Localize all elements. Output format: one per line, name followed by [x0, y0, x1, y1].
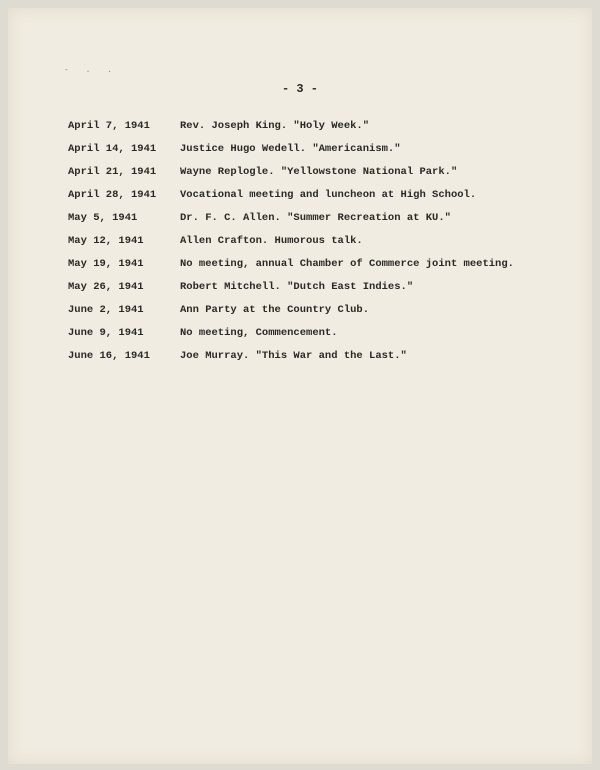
meeting-date: April 14, 1941	[68, 142, 157, 155]
schedule-row	[68, 137, 538, 160]
meeting-program: Vocational meeting and luncheon at High School.	[180, 188, 477, 201]
meeting-date: June 16, 1941	[68, 349, 150, 362]
schedule-row	[68, 229, 538, 252]
schedule-row	[68, 160, 538, 183]
meeting-program: Ann Party at the Country Club.	[180, 303, 370, 316]
meeting-date: April 7, 1941	[68, 119, 150, 132]
meeting-program: Justice Hugo Wedell. "Americanism."	[180, 142, 401, 155]
meeting-program: Robert Mitchell. "Dutch East Indies."	[180, 280, 414, 293]
scan-specks: - . .	[64, 66, 119, 75]
schedule-row	[68, 275, 538, 298]
meeting-date: May 12, 1941	[68, 234, 144, 247]
meeting-date: June 2, 1941	[68, 303, 144, 316]
meeting-program: No meeting, annual Chamber of Commerce joint meeting.	[180, 257, 514, 270]
meeting-program: Joe Murray. "This War and the Last."	[180, 349, 407, 362]
schedule-row	[68, 298, 538, 321]
meeting-schedule	[68, 114, 538, 367]
schedule-row	[68, 114, 538, 137]
schedule-row	[68, 344, 538, 367]
meeting-date: May 19, 1941	[68, 257, 144, 270]
meeting-date: April 21, 1941	[68, 165, 157, 178]
meeting-date: May 26, 1941	[68, 280, 144, 293]
meeting-program: Rev. Joseph King. "Holy Week."	[180, 119, 370, 132]
meeting-program: No meeting, Commencement.	[180, 326, 338, 339]
meeting-date: May 5, 1941	[68, 211, 138, 224]
meeting-date: June 9, 1941	[68, 326, 144, 339]
meeting-date: April 28, 1941	[68, 188, 157, 201]
schedule-row	[68, 252, 538, 275]
page-number: - 3 -	[281, 82, 318, 96]
schedule-row	[68, 321, 538, 344]
meeting-program: Allen Crafton. Humorous talk.	[180, 234, 363, 247]
schedule-row	[68, 183, 538, 206]
schedule-row	[68, 206, 538, 229]
meeting-program: Dr. F. C. Allen. "Summer Recreation at KU."	[180, 211, 451, 224]
meeting-program: Wayne Replogle. "Yellowstone National Park."	[180, 165, 458, 178]
